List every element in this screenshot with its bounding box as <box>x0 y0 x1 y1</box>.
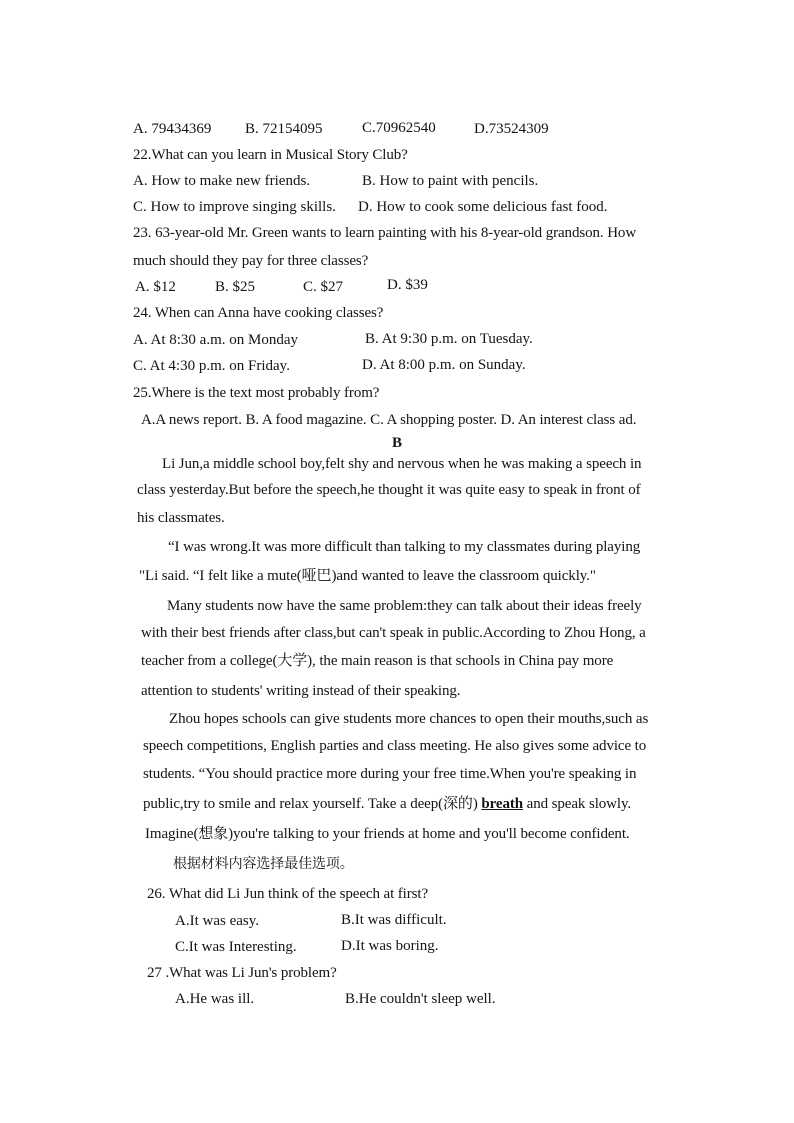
q27-stem: 27 .What was Li Jun's problem? <box>147 965 337 981</box>
q26-option-b: B.It was difficult. <box>341 912 447 928</box>
q27-option-a: A.He was ill. <box>175 991 255 1007</box>
passage-p4-line5: Imagine(想象)you're talking to your friends at home and you'll become confident. <box>145 826 630 842</box>
q22-stem: 22.What can you learn in Musical Story Club? <box>133 147 408 163</box>
passage-p2-line1: “I was wrong.It was more difficult than talking to my classmates during playing <box>168 539 641 555</box>
q21-option-c: C.70962540 <box>362 120 436 136</box>
section-b-heading: B <box>391 435 402 451</box>
passage-p2-line2: "Li said. “I felt like a mute(哑巴)and wanted to leave the classroom quickly." <box>139 568 596 584</box>
passage-p1-line1: Li Jun,a middle school boy,felt shy and nervous when he was making a speech in <box>162 456 642 472</box>
passage-p4-line4-start: public,try to smile and relax yourself. Take a deep(深的) <box>143 796 482 812</box>
q26-stem: 26. What did Li Jun think of the speech at first? <box>147 886 429 902</box>
q24-option-a: A. At 8:30 a.m. on Monday <box>133 332 298 348</box>
q24-stem: 24. When can Anna have cooking classes? <box>133 305 384 321</box>
q26-option-c: C.It was Interesting. <box>175 939 297 955</box>
passage-p3-line2: with their best friends after class,but can't speak in public.According to Zhou Hong, a <box>141 625 646 641</box>
q23-option-c: C. $27 <box>303 279 344 295</box>
q24-option-b: B. At 9:30 p.m. on Tuesday. <box>365 331 533 347</box>
passage-p4-line4 <box>143 795 631 813</box>
passage-p4-line1: Zhou hopes schools can give students more chances to open their mouths,such as <box>169 711 649 727</box>
q21-option-a: A. 79434369 <box>133 121 212 137</box>
passage-p3-line3: teacher from a college(大学), the main reason is that schools in China pay more <box>141 653 614 669</box>
passage-p4-line2: speech competitions, English parties and class meeting. He also gives some advice to <box>143 738 647 754</box>
q22-option-b: B. How to paint with pencils. <box>362 173 539 189</box>
instruction-text: 根据材料内容选择最佳选项。 <box>173 856 354 872</box>
q23-option-d: D. $39 <box>387 277 428 293</box>
passage-p4-line3: students. “You should practice more during your free time.When you're speaking in <box>143 766 637 782</box>
q22-option-a: A. How to make new friends. <box>133 173 311 189</box>
q21-option-d: D.73524309 <box>474 121 549 137</box>
q25-stem: 25.Where is the text most probably from? <box>133 385 380 401</box>
q24-option-c: C. At 4:30 p.m. on Friday. <box>133 358 290 374</box>
passage-p1-line2: class yesterday.But before the speech,he thought it was quite easy to speak in front of <box>137 482 641 498</box>
q27-option-b: B.He couldn't sleep well. <box>345 991 496 1007</box>
passage-p3-line4: attention to students' writing instead of their speaking. <box>141 683 461 699</box>
passage-p4-line4-end: and speak slowly. <box>523 796 632 812</box>
q22-option-d: D. How to cook some delicious fast food. <box>358 199 608 215</box>
q26-option-d: D.It was boring. <box>341 938 439 954</box>
underlined-word-breath: breath <box>481 796 524 812</box>
q21-option-b: B. 72154095 <box>245 121 323 137</box>
passage-p3-line1: Many students now have the same problem:they can talk about their ideas freely <box>167 598 642 614</box>
q26-option-a: A.It was easy. <box>175 913 260 929</box>
q24-option-d: D. At 8:00 p.m. on Sunday. <box>362 357 526 373</box>
q23-option-a: A. $12 <box>135 279 176 295</box>
q25-options: A.A news report. B. A food magazine. C. A shopping poster. D. An interest class ad. <box>141 412 637 428</box>
q23-option-b: B. $25 <box>215 279 256 295</box>
q23-stem-line2: much should they pay for three classes? <box>133 253 369 269</box>
q23-stem-line1: 23. 63-year-old Mr. Green wants to learn painting with his 8-year-old grandson. How <box>133 225 637 241</box>
passage-p1-line3: his classmates. <box>137 510 225 526</box>
q22-option-c: C. How to improve singing skills. <box>133 199 336 215</box>
